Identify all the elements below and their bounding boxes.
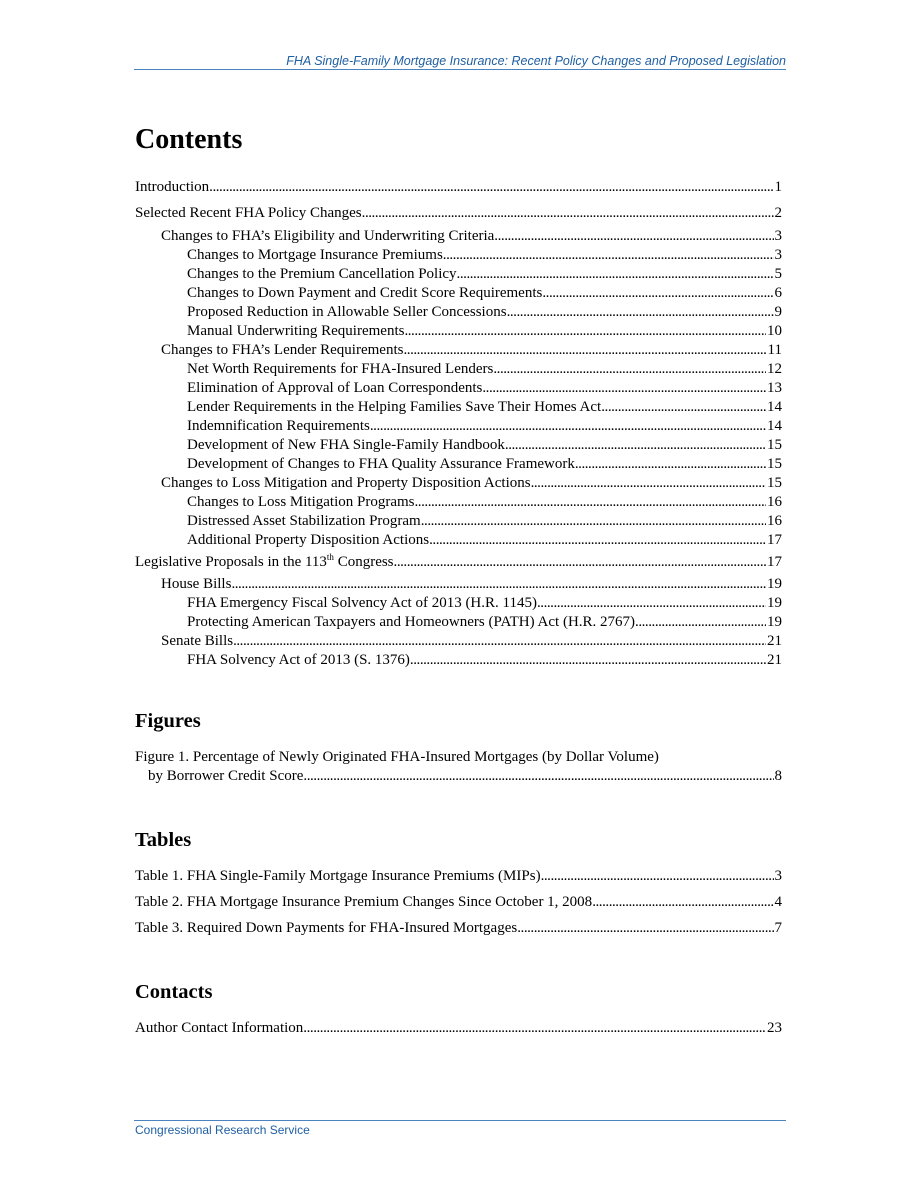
toc-page-number: 21 xyxy=(767,652,782,668)
toc-label: Changes to Mortgage Insurance Premiums xyxy=(187,247,443,263)
toc-label: Proposed Reduction in Allowable Seller Concessions xyxy=(187,304,507,320)
toc-label: Table 3. Required Down Payments for FHA-Insured Mortgages xyxy=(135,920,518,936)
toc-entry-s-1376[interactable] xyxy=(187,651,782,670)
toc-entry-net-worth[interactable] xyxy=(187,360,782,379)
toc-label: Development of Changes to FHA Quality Assurance Framework xyxy=(187,456,575,472)
contacts-title: Contacts xyxy=(135,981,213,1003)
dot-leader xyxy=(429,531,766,550)
toc-page-number: 10 xyxy=(767,323,782,339)
toc-label: FHA Solvency Act of 2013 (S. 1376) xyxy=(187,652,410,668)
tables-title: Tables xyxy=(135,829,192,851)
toc-entry-eligibility-underwriting[interactable] xyxy=(161,227,782,246)
toc-page-number: 11 xyxy=(767,342,782,358)
toc-page-number: 15 xyxy=(767,437,782,453)
toc-page-number: 6 xyxy=(774,285,782,301)
dot-leader xyxy=(303,1019,766,1038)
figure-entry-figure-1[interactable] xyxy=(148,767,782,786)
toc-entry-additional-property-disposition[interactable] xyxy=(187,531,782,550)
toc-page-number: 16 xyxy=(767,513,782,529)
table-entry-table-2[interactable] xyxy=(135,893,782,912)
figure-entry-line1[interactable]: Figure 1. Percentage of Newly Originated FHA-Insured Mortgages (by Dollar Volume) xyxy=(135,749,659,765)
toc-entry-seller-concessions[interactable] xyxy=(187,303,782,322)
toc-page-number: 21 xyxy=(767,633,782,649)
dot-leader xyxy=(362,204,774,223)
toc-label: Development of New FHA Single-Family Handbook xyxy=(187,437,505,453)
toc-entry-loan-correspondents[interactable] xyxy=(187,379,782,398)
dot-leader xyxy=(517,919,773,938)
dot-leader xyxy=(601,398,766,417)
toc-entry-premium-cancellation[interactable] xyxy=(187,265,782,284)
toc-entry-single-family-handbook[interactable] xyxy=(187,436,782,455)
toc-entry-house-bills[interactable] xyxy=(161,575,782,594)
toc-page-number: 17 xyxy=(767,554,782,570)
toc-page-number: 12 xyxy=(767,361,782,377)
toc-entry-senate-bills[interactable] xyxy=(161,632,782,651)
toc-entry-loss-mitigation-programs[interactable] xyxy=(187,493,782,512)
dot-leader xyxy=(415,493,767,512)
toc-entry-loss-mitigation-disposition[interactable] xyxy=(161,474,782,493)
toc-label: Table 1. FHA Single-Family Mortgage Insurance Premiums (MIPs) xyxy=(135,868,541,884)
dot-leader xyxy=(541,867,774,886)
running-header: FHA Single-Family Mortgage Insurance: Recent Policy Changes and Proposed Legislation xyxy=(286,54,786,68)
toc-label-text: Congress xyxy=(333,554,394,570)
toc-entry-down-payment-credit-score[interactable] xyxy=(187,284,782,303)
dot-leader xyxy=(370,417,766,436)
toc-label: Selected Recent FHA Policy Changes xyxy=(135,205,362,221)
toc-page-number: 9 xyxy=(774,304,782,320)
toc-label: Changes to Loss Mitigation and Property Disposition Actions xyxy=(161,475,531,491)
dot-leader xyxy=(303,767,773,786)
toc-label: Indemnification Requirements xyxy=(187,418,370,434)
dot-leader xyxy=(505,436,766,455)
table-entry-table-3[interactable] xyxy=(135,919,782,938)
dot-leader xyxy=(404,322,766,341)
dot-leader xyxy=(635,613,766,632)
toc-entry-indemnification[interactable] xyxy=(187,417,782,436)
dot-leader xyxy=(482,379,766,398)
toc-page-number: 19 xyxy=(767,595,782,611)
toc-label: Elimination of Approval of Loan Correspondents xyxy=(187,380,483,396)
toc-page-number: 7 xyxy=(774,920,782,936)
toc-page-number: 19 xyxy=(767,576,782,592)
toc-label xyxy=(135,553,394,572)
toc-page-number: 4 xyxy=(774,894,782,910)
toc-page-number: 19 xyxy=(767,614,782,630)
toc-page-number: 1 xyxy=(774,179,782,195)
dot-leader xyxy=(494,227,773,246)
toc-label: Senate Bills xyxy=(161,633,234,649)
ordinal-suffix: th xyxy=(326,553,334,562)
toc-label-text: Legislative Proposals in the 113 xyxy=(135,554,327,570)
toc-label: Table 2. FHA Mortgage Insurance Premium Changes Since October 1, 2008 xyxy=(135,894,593,910)
toc-page-number: 3 xyxy=(774,228,782,244)
toc-entry-hr-2767[interactable] xyxy=(187,613,782,632)
toc-label: Changes to FHA’s Lender Requirements xyxy=(161,342,404,358)
toc-entry-lender-requirements[interactable] xyxy=(161,341,782,360)
dot-leader xyxy=(403,341,766,360)
toc-label: Lender Requirements in the Helping Families Save Their Homes Act xyxy=(187,399,602,415)
toc-label: Manual Underwriting Requirements xyxy=(187,323,405,339)
toc-entry-quality-assurance[interactable] xyxy=(187,455,782,474)
table-entry-table-1[interactable] xyxy=(135,867,782,886)
toc-page-number: 13 xyxy=(767,380,782,396)
toc-label: House Bills xyxy=(161,576,232,592)
toc-entry-distressed-asset[interactable] xyxy=(187,512,782,531)
dot-leader xyxy=(537,594,766,613)
toc-page-number: 23 xyxy=(767,1020,782,1036)
toc-page-number: 17 xyxy=(767,532,782,548)
toc-page-number: 8 xyxy=(774,768,782,784)
dot-leader xyxy=(493,360,766,379)
toc-page-number: 3 xyxy=(774,868,782,884)
toc-page-number: 14 xyxy=(767,399,782,415)
toc-label: Changes to Down Payment and Credit Score Requirements xyxy=(187,285,543,301)
header-rule xyxy=(134,69,786,70)
dot-leader xyxy=(592,893,773,912)
toc-label: Additional Property Disposition Actions xyxy=(187,532,430,548)
toc-label: by Borrower Credit Score xyxy=(148,768,304,784)
toc-label: Changes to Loss Mitigation Programs xyxy=(187,494,415,510)
toc-label: FHA Emergency Fiscal Solvency Act of 2013 (H.R. 1145) xyxy=(187,595,537,611)
toc-entry-selected-recent-fha-policy-changes[interactable] xyxy=(135,204,782,223)
dot-leader xyxy=(542,284,773,303)
dot-leader xyxy=(507,303,774,322)
dot-leader xyxy=(209,178,773,197)
toc-label: Changes to the Premium Cancellation Policy xyxy=(187,266,457,282)
toc-page-number: 2 xyxy=(774,205,782,221)
toc-page-number: 16 xyxy=(767,494,782,510)
dot-leader xyxy=(394,553,766,572)
toc-entry-helping-families-act[interactable] xyxy=(187,398,782,417)
toc-page-number: 5 xyxy=(774,266,782,282)
toc-label: Introduction xyxy=(135,179,210,195)
toc-entry-hr-1145[interactable] xyxy=(187,594,782,613)
toc-page-number: 15 xyxy=(767,456,782,472)
figures-title: Figures xyxy=(135,710,201,732)
toc-label: Changes to FHA’s Eligibility and Underwriting Criteria xyxy=(161,228,495,244)
footer-rule xyxy=(134,1120,786,1121)
dot-leader xyxy=(233,632,766,651)
dot-leader xyxy=(231,575,766,594)
dot-leader xyxy=(575,455,766,474)
dot-leader xyxy=(410,651,766,670)
dot-leader xyxy=(457,265,774,284)
toc-entry-mortgage-insurance-premiums[interactable] xyxy=(187,246,782,265)
toc-entry-manual-underwriting[interactable] xyxy=(187,322,782,341)
contents-title: Contents xyxy=(135,124,243,155)
dot-leader xyxy=(421,512,766,531)
toc-label: Distressed Asset Stabilization Program xyxy=(187,513,421,529)
footer-organization: Congressional Research Service xyxy=(135,1123,310,1137)
contact-entry-author-contact[interactable] xyxy=(135,1019,782,1038)
toc-label: Net Worth Requirements for FHA-Insured Lenders xyxy=(187,361,494,377)
toc-entry-introduction[interactable] xyxy=(135,178,782,197)
toc-label: Protecting American Taxpayers and Homeowners (PATH) Act (H.R. 2767) xyxy=(187,614,636,630)
toc-page-number: 15 xyxy=(767,475,782,491)
toc-label: Author Contact Information xyxy=(135,1020,304,1036)
toc-entry-legislative-proposals[interactable] xyxy=(135,553,782,572)
toc-page-number: 14 xyxy=(767,418,782,434)
toc-page-number: 3 xyxy=(774,247,782,263)
dot-leader xyxy=(443,246,774,265)
dot-leader xyxy=(531,474,766,493)
